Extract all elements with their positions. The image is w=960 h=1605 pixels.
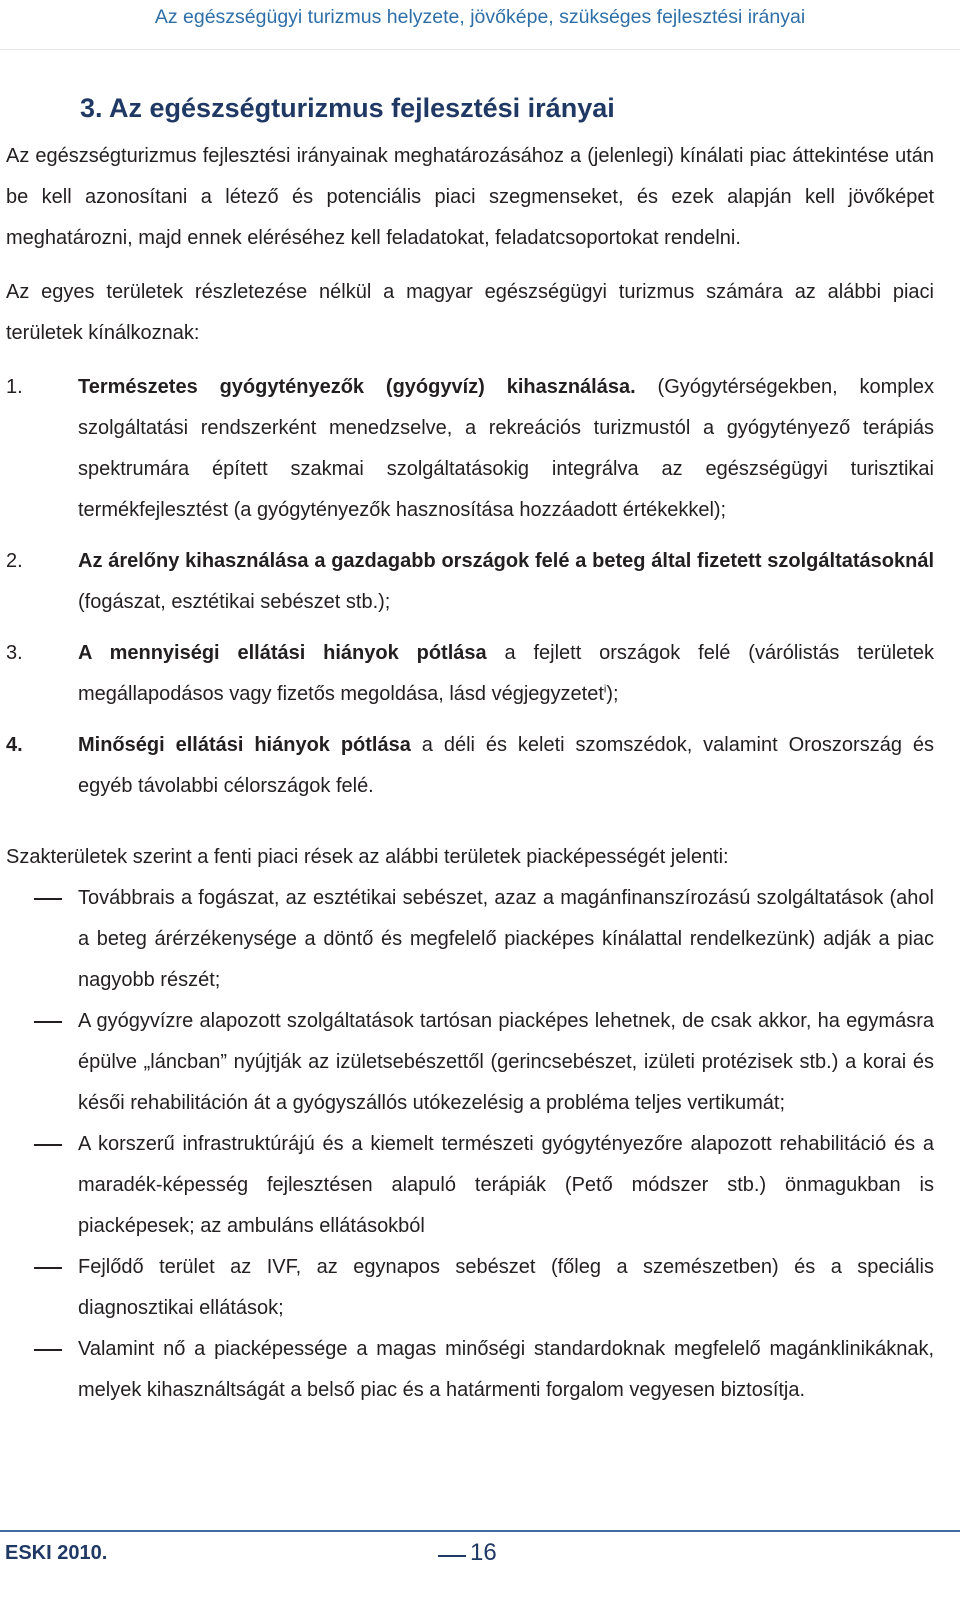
market-area-bold: Természetes gyógytényezők (gyógyvíz) kihasználása. [78,376,636,398]
market-area-item [6,367,934,531]
market-area-text: (Gyógytérségekben, komplex szolgáltatási rendszerként menedzselve, a rekreációs turizmustól a gyógytényező terápiás spektrumára épített szakmai szolgáltatásokig integrálva az egészségügyi turisztikai termékfejlesztést (a gyógytényezők hasznosítása hozzáadott értékekkel); [78,376,934,521]
market-area-tail: ); [606,683,619,705]
market-area-item [6,541,934,623]
segment-text: A gyógyvízre alapozott szolgáltatások tartósan piacképes lehetnek, de csak akkor, ha egymásra épülve „láncban” nyújtják az izületsebészettől (gerincsebészet, izületi protézisek stb.) a korai és késői rehabilitáción át a gyógyszállós utókezelésig a probléma teljes vertikumát; [78,1010,934,1114]
market-area-text: a déli és keleti szomszédok, valamint Oroszország és egyéb távolabbi célországok felé. [78,734,934,797]
market-area-bold: A mennyiségi ellátási hiányok pótlása [78,642,487,664]
section-title [80,91,615,125]
footer-divider [0,1530,960,1532]
list-number: 3. [6,642,23,664]
market-area-item [6,725,934,807]
running-header-title: Az egészségügyi turizmus helyzete, jövőképe, szükséges fejlesztési irányai [154,6,806,28]
segment-text: Továbbrais a fogászat, az esztétikai sebészet, azaz a magánfinanszírozású szolgáltatások (ahol a beteg árérzékenysége a döntő és megfelelő piacképes kínálattal rendelkezünk) adják a piac nagyobb részét; [78,887,934,991]
dash-bullet-icon [34,1349,62,1351]
segments-list [6,878,934,1411]
footer-publisher: ESKI 2010. [5,1542,108,1564]
market-area-text: a fejlett országok felé (várólistás területek megállapodásos vagy fizetős megoldása, lásd végjegyzetet [78,642,934,705]
market-areas-list [6,367,934,807]
dash-bullet-icon [34,1144,62,1146]
section-number: 3. [80,93,103,123]
segment-text: Valamint nő a piacképessége a magas minőségi standardoknak megfelelő magánklinikáknak, melyek kihasználtságát a belső piac és a határmenti forgalom vegyesen biztosítja. [78,1338,934,1401]
list-number: 4. [6,734,23,756]
page-number: 16 [470,1539,497,1566]
market-area-bold: Minőségi ellátási hiányok pótlása [78,734,411,756]
dash-bullet-icon [34,1021,62,1023]
list-number: 2. [6,550,23,572]
segment-item [6,1124,934,1247]
dash-bullet-icon [34,898,62,900]
segment-item [6,1247,934,1329]
segment-text: A korszerű infrastruktúrájú és a kiemelt természeti gyógytényezőre alapozott rehabilitáció és a maradék-képesség fejlesztésen alapuló terápiák (Pető módszer stb.) önmagukban is piacképesek; az ambuláns ellátásokból [78,1133,934,1237]
list-number: 1. [6,376,23,398]
segment-text: Fejlődő terület az IVF, az egynapos sebészet (főleg a szemészetben) és a speciális diagnosztikai ellátások; [78,1256,934,1319]
intro-paragraph-1: Az egészségturizmus fejlesztési irányainak meghatározásához a (jelenlegi) kínálati piac áttekintése után be kell azonosítani a létező és potenciális piaci szegmenseket, és ezek alapján kell jövőképet meghatározni, majd ennek eléréséhez kell feladatokat, feladatcsoportokat rendelni. [6,145,934,249]
market-area-bold: Az árelőny kihasználása a gazdagabb országok felé a beteg által fizetett szolgáltatásoknál [78,550,934,572]
endnote-marker[interactable]: i [603,683,607,696]
section-title-text: Az egészségturizmus fejlesztési irányai [109,93,615,123]
market-area-item [6,633,934,715]
segments-intro: Szakterületek szerint a fenti piaci rések az alábbi területek piacképességét jelenti: [6,846,729,868]
segment-item [6,1329,934,1411]
page-number-dash-icon [438,1555,466,1557]
dash-bullet-icon [34,1267,62,1269]
segment-item [6,1001,934,1124]
segment-item [6,878,934,1001]
market-area-text: (fogászat, esztétikai sebészet stb.); [78,591,391,613]
intro-paragraph-2: Az egyes területek részletezése nélkül a magyar egészségügyi turizmus számára az alábbi piaci területek kínálkoznak: [6,281,934,344]
running-header [0,0,960,52]
